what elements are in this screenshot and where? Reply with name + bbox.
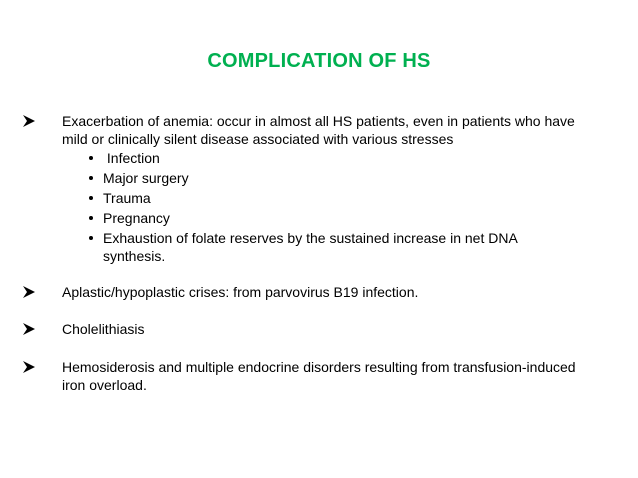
sub-bullet-text: Pregnancy xyxy=(103,210,170,226)
bullet-item xyxy=(22,112,612,267)
bullet-text: Exacerbation of anemia: occur in almost all HS patients, even in patients who have mild or clinically silent disease associated with various stresses xyxy=(62,113,575,147)
arrowhead-bullet-icon xyxy=(22,283,42,301)
bullet-item xyxy=(22,283,612,301)
bullet-item xyxy=(22,358,612,394)
slide-title: COMPLICATION OF HS xyxy=(207,50,431,72)
dot-bullet-icon xyxy=(89,209,99,227)
dot-bullet-icon xyxy=(89,189,99,207)
arrowhead-bullet-icon xyxy=(22,112,42,130)
sub-bullet-item xyxy=(103,189,543,207)
sub-bullet-item xyxy=(103,229,543,265)
bullet-text: Cholelithiasis xyxy=(62,321,145,337)
dot-bullet-icon xyxy=(89,229,99,247)
dot-bullet-icon xyxy=(89,149,99,167)
sub-bullet-item xyxy=(103,149,543,167)
sub-bullet-text: Major surgery xyxy=(103,170,189,186)
sub-bullet-text: Infection xyxy=(103,150,160,166)
bullet-text: Aplastic/hypoplastic crises: from parvovirus B19 infection. xyxy=(62,284,419,300)
sub-bullet-list xyxy=(22,149,612,265)
bullet-text: Hemosiderosis and multiple endocrine disorders resulting from transfusion-induced iron overload. xyxy=(62,359,576,393)
arrowhead-bullet-icon xyxy=(22,320,42,338)
dot-bullet-icon xyxy=(89,169,99,187)
sub-bullet-text: Exhaustion of folate reserves by the sustained increase in net DNA synthesis. xyxy=(103,230,518,264)
bullet-item xyxy=(22,320,612,338)
sub-bullet-text: Trauma xyxy=(103,190,151,206)
sub-bullet-item xyxy=(103,169,543,187)
arrowhead-bullet-icon xyxy=(22,358,42,376)
sub-bullet-item xyxy=(103,209,543,227)
